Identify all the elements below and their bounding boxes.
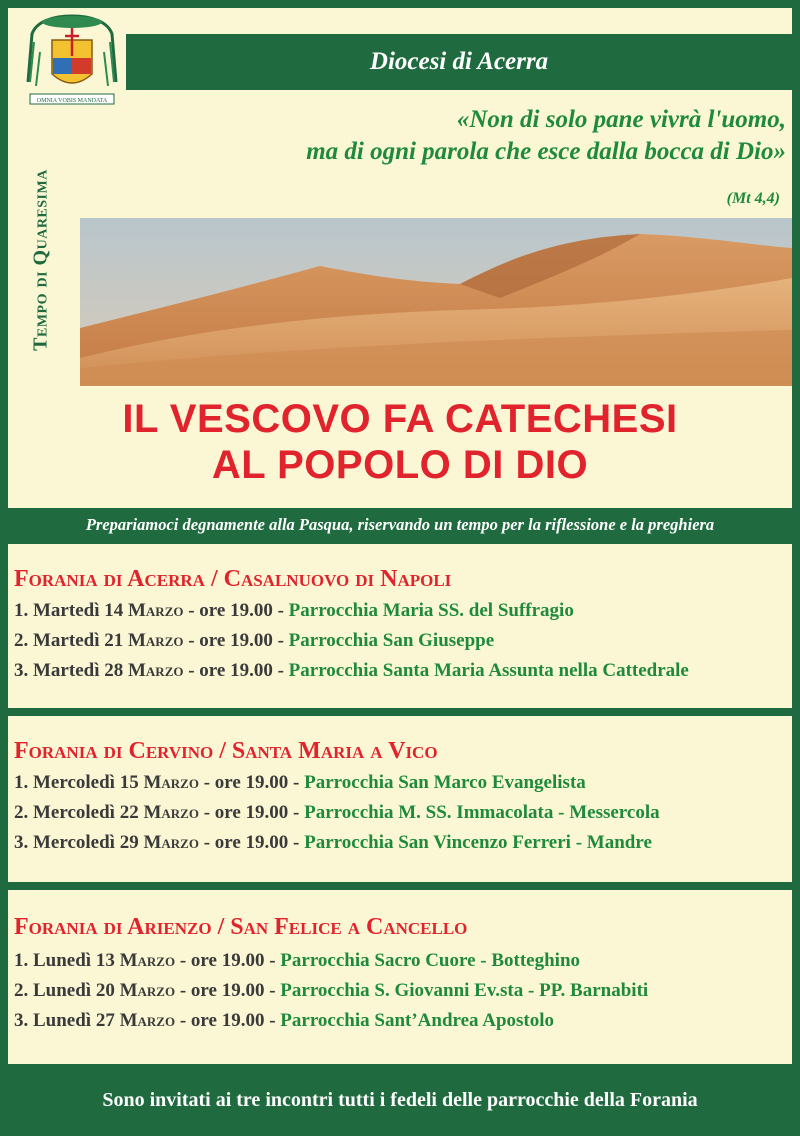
season-label — [26, 140, 56, 380]
bible-quote — [166, 104, 786, 168]
forania-title: Forania di Cervino / Santa Maria a Vico — [14, 738, 438, 764]
quote-line-1: «Non di solo pane vivrà l'uomo, — [456, 106, 786, 133]
quote-reference: (Mt 4,4) — [726, 190, 780, 207]
event-row: 3. Mercoledì 29 Marzo - ore 19.00 - Parrocchia San Vincenzo Ferreri - Mandre — [14, 832, 652, 853]
footer-note: Sono invitati ai tre incontri tutti i fedeli delle parrocchie della Forania — [102, 1088, 698, 1111]
forania-section — [8, 544, 792, 708]
forania-section — [8, 716, 792, 882]
subtitle: Prepariamoci degnamente alla Pasqua, riservando un tempo per la riflessione e la preghiera — [85, 515, 715, 534]
title-line-1: IL VESCOVO FA CATECHESI — [122, 397, 678, 441]
event-row: 2. Lunedì 20 Marzo - ore 19.00 - Parrocchia S. Giovanni Ev.sta - PP. Barnabiti — [14, 980, 649, 1001]
event-row: 1. Mercoledì 15 Marzo - ore 19.00 - Parrocchia San Marco Evangelista — [14, 772, 586, 793]
main-title — [8, 396, 792, 488]
event-row: 2. Mercoledì 22 Marzo - ore 19.00 - Parrocchia M. SS. Immacolata - Messercola — [14, 802, 660, 823]
title-line-2: AL POPOLO DI DIO — [211, 443, 589, 487]
forania-section — [8, 890, 792, 1064]
desert-image — [80, 218, 792, 386]
diocese-name: Diocesi di Acerra — [369, 48, 549, 75]
event-row: 1. Lunedì 13 Marzo - ore 19.00 - Parrocchia Sacro Cuore - Botteghino — [14, 950, 581, 971]
event-row: 3. Lunedì 27 Marzo - ore 19.00 - Parrocchia Sant’Andrea Apostolo — [14, 1010, 555, 1031]
season-text: Tempo di Quaresima — [29, 169, 52, 351]
forania-title: Forania di Arienzo / San Felice a Cancello — [14, 914, 468, 940]
logo-motto: OMNIA VOBIS MANDATA — [36, 98, 108, 104]
quote-line-2: ma di ogni parola che esce dalla bocca di Dio» — [306, 138, 786, 165]
event-row: 1. Martedì 14 Marzo - ore 19.00 - Parrocchia Maria SS. del Suffragio — [14, 600, 574, 621]
event-row: 3. Martedì 28 Marzo - ore 19.00 - Parrocchia Santa Maria Assunta nella Cattedrale — [14, 660, 689, 681]
coat-of-arms-icon — [22, 12, 122, 108]
event-row: 2. Martedì 21 Marzo - ore 19.00 - Parrocchia San Giuseppe — [14, 630, 495, 651]
forania-title: Forania di Acerra / Casalnuovo di Napoli — [14, 566, 452, 592]
